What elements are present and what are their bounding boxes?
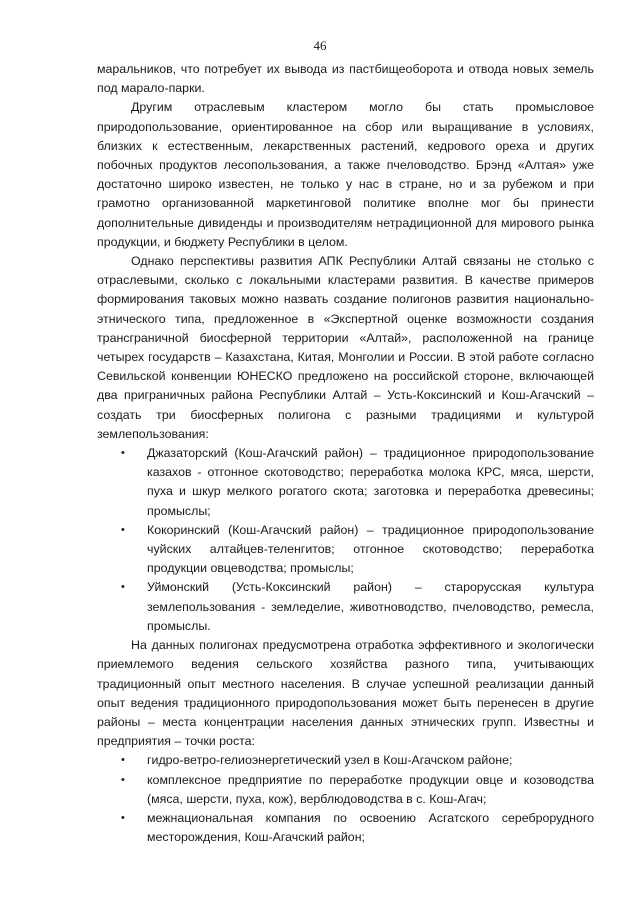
list-item <box>121 809 594 847</box>
growth-points-list <box>97 751 594 847</box>
list-item <box>121 578 594 636</box>
list-item-text: межнациональная компания по освоению Асгатского сереброрудного месторождения, Кош-Агачский район; <box>147 810 594 845</box>
paragraph-polygons-testing: На данных полигонах предусмотрена отработка эффективного и экологически приемлемого ведения сельского хозяйства разного типа, учитывающих традиционный опыт местного населения. В случае успешной реализации данный опыт ведения традиционного природопользования может быть перенесен в другие районы – места концентрации населения данных этнических групп. Известны и предприятия – точки роста: <box>97 638 594 749</box>
bullet-icon: • <box>121 447 125 460</box>
list-item <box>121 521 594 579</box>
bullet-icon: • <box>121 773 125 786</box>
list-item-text: гидро-ветро-гелиоэнергетический узел в Кош-Агачском районе; <box>147 753 513 768</box>
paragraph-industry-cluster: Другим отраслевым кластером могло бы стать промысловое природопользование, ориентированное на сбор или выращивание в условиях, близких к естественным, лекарственных растений, кедрового ореха и других побочных продуктов лесопользования, а также пчеловодство. Брэнд «Алтая» уже достаточно широко известен, не только у нас в стране, но и за рубежом и при грамотно организованной маркетинговой политике вполне мог бы принести дополнительные дивиденды и производителям нетрадиционной для мирового рынка продукции, и бюджету Республики в целом. <box>97 100 594 249</box>
list-item-text: комплексное предприятие по переработке продукции овце и козоводства (мяса, шерсти, пуха, кож), верблюдоводства в с. Кош-Агач; <box>147 772 594 806</box>
paragraph-continuation: маральников, что потребует их вывода из пастбищеоборота и отвода новых земель под марало-парки. <box>97 62 594 96</box>
biosphere-polygons-list <box>97 444 594 636</box>
bullet-icon: • <box>121 523 125 536</box>
body-text <box>97 60 594 847</box>
bullet-icon: • <box>121 581 125 594</box>
list-item-text: Джазаторский (Кош-Агачский район) – традиционное природопользование казахов - отгонное скотоводство; переработка молока КРС, мяса, шерсти, пуха и шкур мелкого рогатого скота; заготовка и переработка древесины; промыслы; <box>147 446 594 518</box>
bullet-icon: • <box>121 754 125 767</box>
list-item <box>121 444 594 521</box>
page-number: 46 <box>313 38 327 53</box>
list-item <box>121 751 594 770</box>
bullet-icon: • <box>121 811 125 824</box>
list-item-text: Уймонский (Усть-Коксинский район) – старорусская культура землепользования - земледелие, животноводство, пчеловодство, ремесла, промыслы. <box>147 580 594 633</box>
list-item <box>121 771 594 809</box>
list-item-text: Кокоринский (Кош-Агачский район) – традиционное природопользование чуйских алтайцев-теленгитов; отгонное скотоводство; переработка продукции овцеводства; промыслы; <box>147 522 594 576</box>
paragraph-local-clusters: Однако перспективы развития АПК Республики Алтай связаны не столько с отраслевыми, сколько с локальными кластерами развития. В качестве примеров формирования таковых можно назвать создание полигонов развития национально-этнического типа, предложенное в «Экспертной оценке возможности создания трансграничной биосферной территории «Алтай», расположенной на границе четырех государств – Казахстана, Китая, Монголии и России. В этой работе согласно Севильской конвенции ЮНЕСКО предложено на российской стороне, включающей два приграничных района Республики Алтай – Усть-Коксинский и Кош-Агачский – создать три биосферных полигона с разными традициями и культурой землепользования: <box>97 254 594 441</box>
